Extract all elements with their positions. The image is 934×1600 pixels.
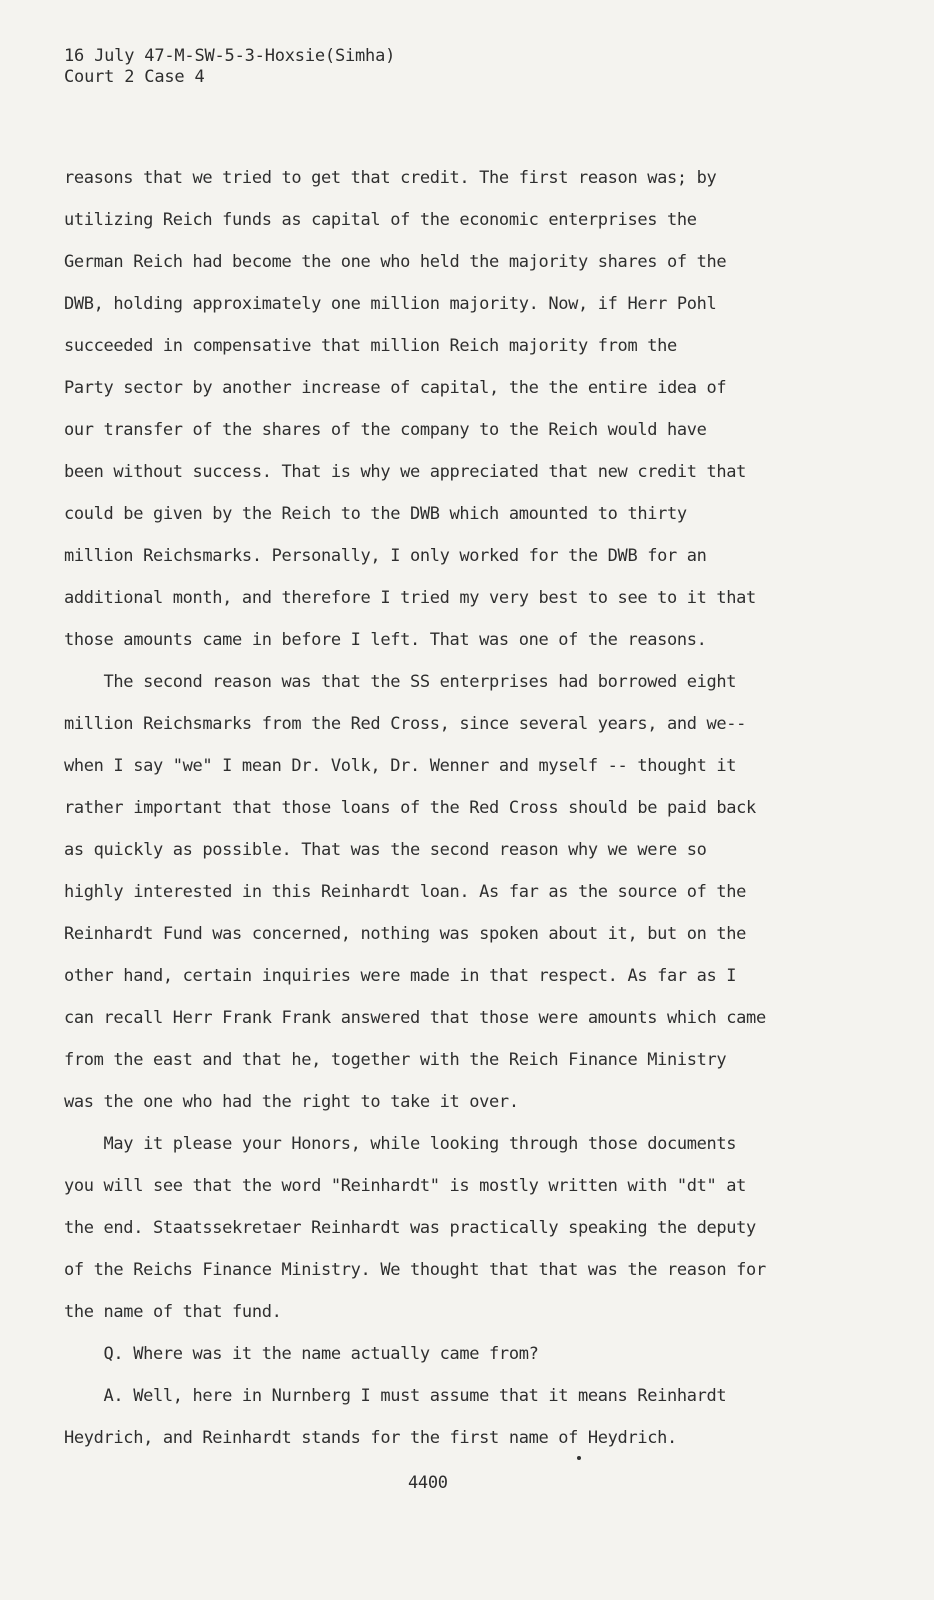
transcript-line: as quickly as possible. That was the second reason why we were so [64, 840, 707, 860]
transcript-line: additional month, and therefore I tried my very best to see to it that [64, 588, 756, 608]
answer-line: A. Well, here in Nurnberg I must assume that it means Reinhardt [64, 1386, 727, 1406]
transcript-line: Party sector by another increase of capital, the the entire idea of [64, 378, 727, 398]
transcript-line: May it please your Honors, while looking through those documents [64, 1134, 737, 1154]
document-header [64, 46, 395, 88]
transcript-line: million Reichsmarks. Personally, I only worked for the DWB for an [64, 546, 707, 566]
transcript-line: rather important that those loans of the Red Cross should be paid back [64, 798, 756, 818]
transcript-line: you will see that the word "Reinhardt" is mostly written with "dt" at [64, 1176, 747, 1196]
transcript-line: was the one who had the right to take it over. [64, 1092, 519, 1112]
ink-speck [577, 1456, 581, 1460]
page-number: 4400 [408, 1473, 448, 1493]
transcript-line: Heydrich, and Reinhardt stands for the first name of Heydrich. [64, 1428, 677, 1448]
transcript-line: the name of that fund. [64, 1302, 282, 1322]
transcript-line: from the east and that he, together with the Reich Finance Ministry [64, 1050, 727, 1070]
transcript-line: Reinhardt Fund was concerned, nothing was spoken about it, but on the [64, 924, 747, 944]
transcript-line: highly interested in this Reinhardt loan. As far as the source of the [64, 882, 747, 902]
question-line: Q. Where was it the name actually came from? [64, 1344, 539, 1364]
transcript-line: can recall Herr Frank Frank answered that those were amounts which came [64, 1008, 766, 1028]
header-reference: 16 July 47-M-SW-5-3-Hoxsie(Simha) [64, 46, 396, 66]
header-court-case: Court 2 Case 4 [64, 67, 205, 87]
transcript-line: of the Reichs Finance Ministry. We thought that that was the reason for [64, 1260, 766, 1280]
transcript-line: succeeded in compensative that million Reich majority from the [64, 336, 677, 356]
transcript-line: German Reich had become the one who held the majority shares of the [64, 252, 727, 272]
transcript-line: those amounts came in before I left. That was one of the reasons. [64, 630, 707, 650]
transcript-line: been without success. That is why we appreciated that new credit that [64, 462, 747, 482]
transcript-line: DWB, holding approximately one million majority. Now, if Herr Pohl [64, 294, 717, 314]
transcript-line: when I say "we" I mean Dr. Volk, Dr. Wenner and myself -- thought it [64, 756, 737, 776]
transcript-line: could be given by the Reich to the DWB which amounted to thirty [64, 504, 687, 524]
transcript-line: million Reichsmarks from the Red Cross, since several years, and we-- [64, 714, 747, 734]
transcript-line: The second reason was that the SS enterprises had borrowed eight [64, 672, 737, 692]
transcript-line: reasons that we tried to get that credit. The first reason was; by [64, 168, 717, 188]
transcript-line: other hand, certain inquiries were made in that respect. As far as I [64, 966, 737, 986]
transcript-line: the end. Staatssekretaer Reinhardt was practically speaking the deputy [64, 1218, 756, 1238]
transcript-line: utilizing Reich funds as capital of the economic enterprises the [64, 210, 697, 230]
transcript-line: our transfer of the shares of the company to the Reich would have [64, 420, 707, 440]
